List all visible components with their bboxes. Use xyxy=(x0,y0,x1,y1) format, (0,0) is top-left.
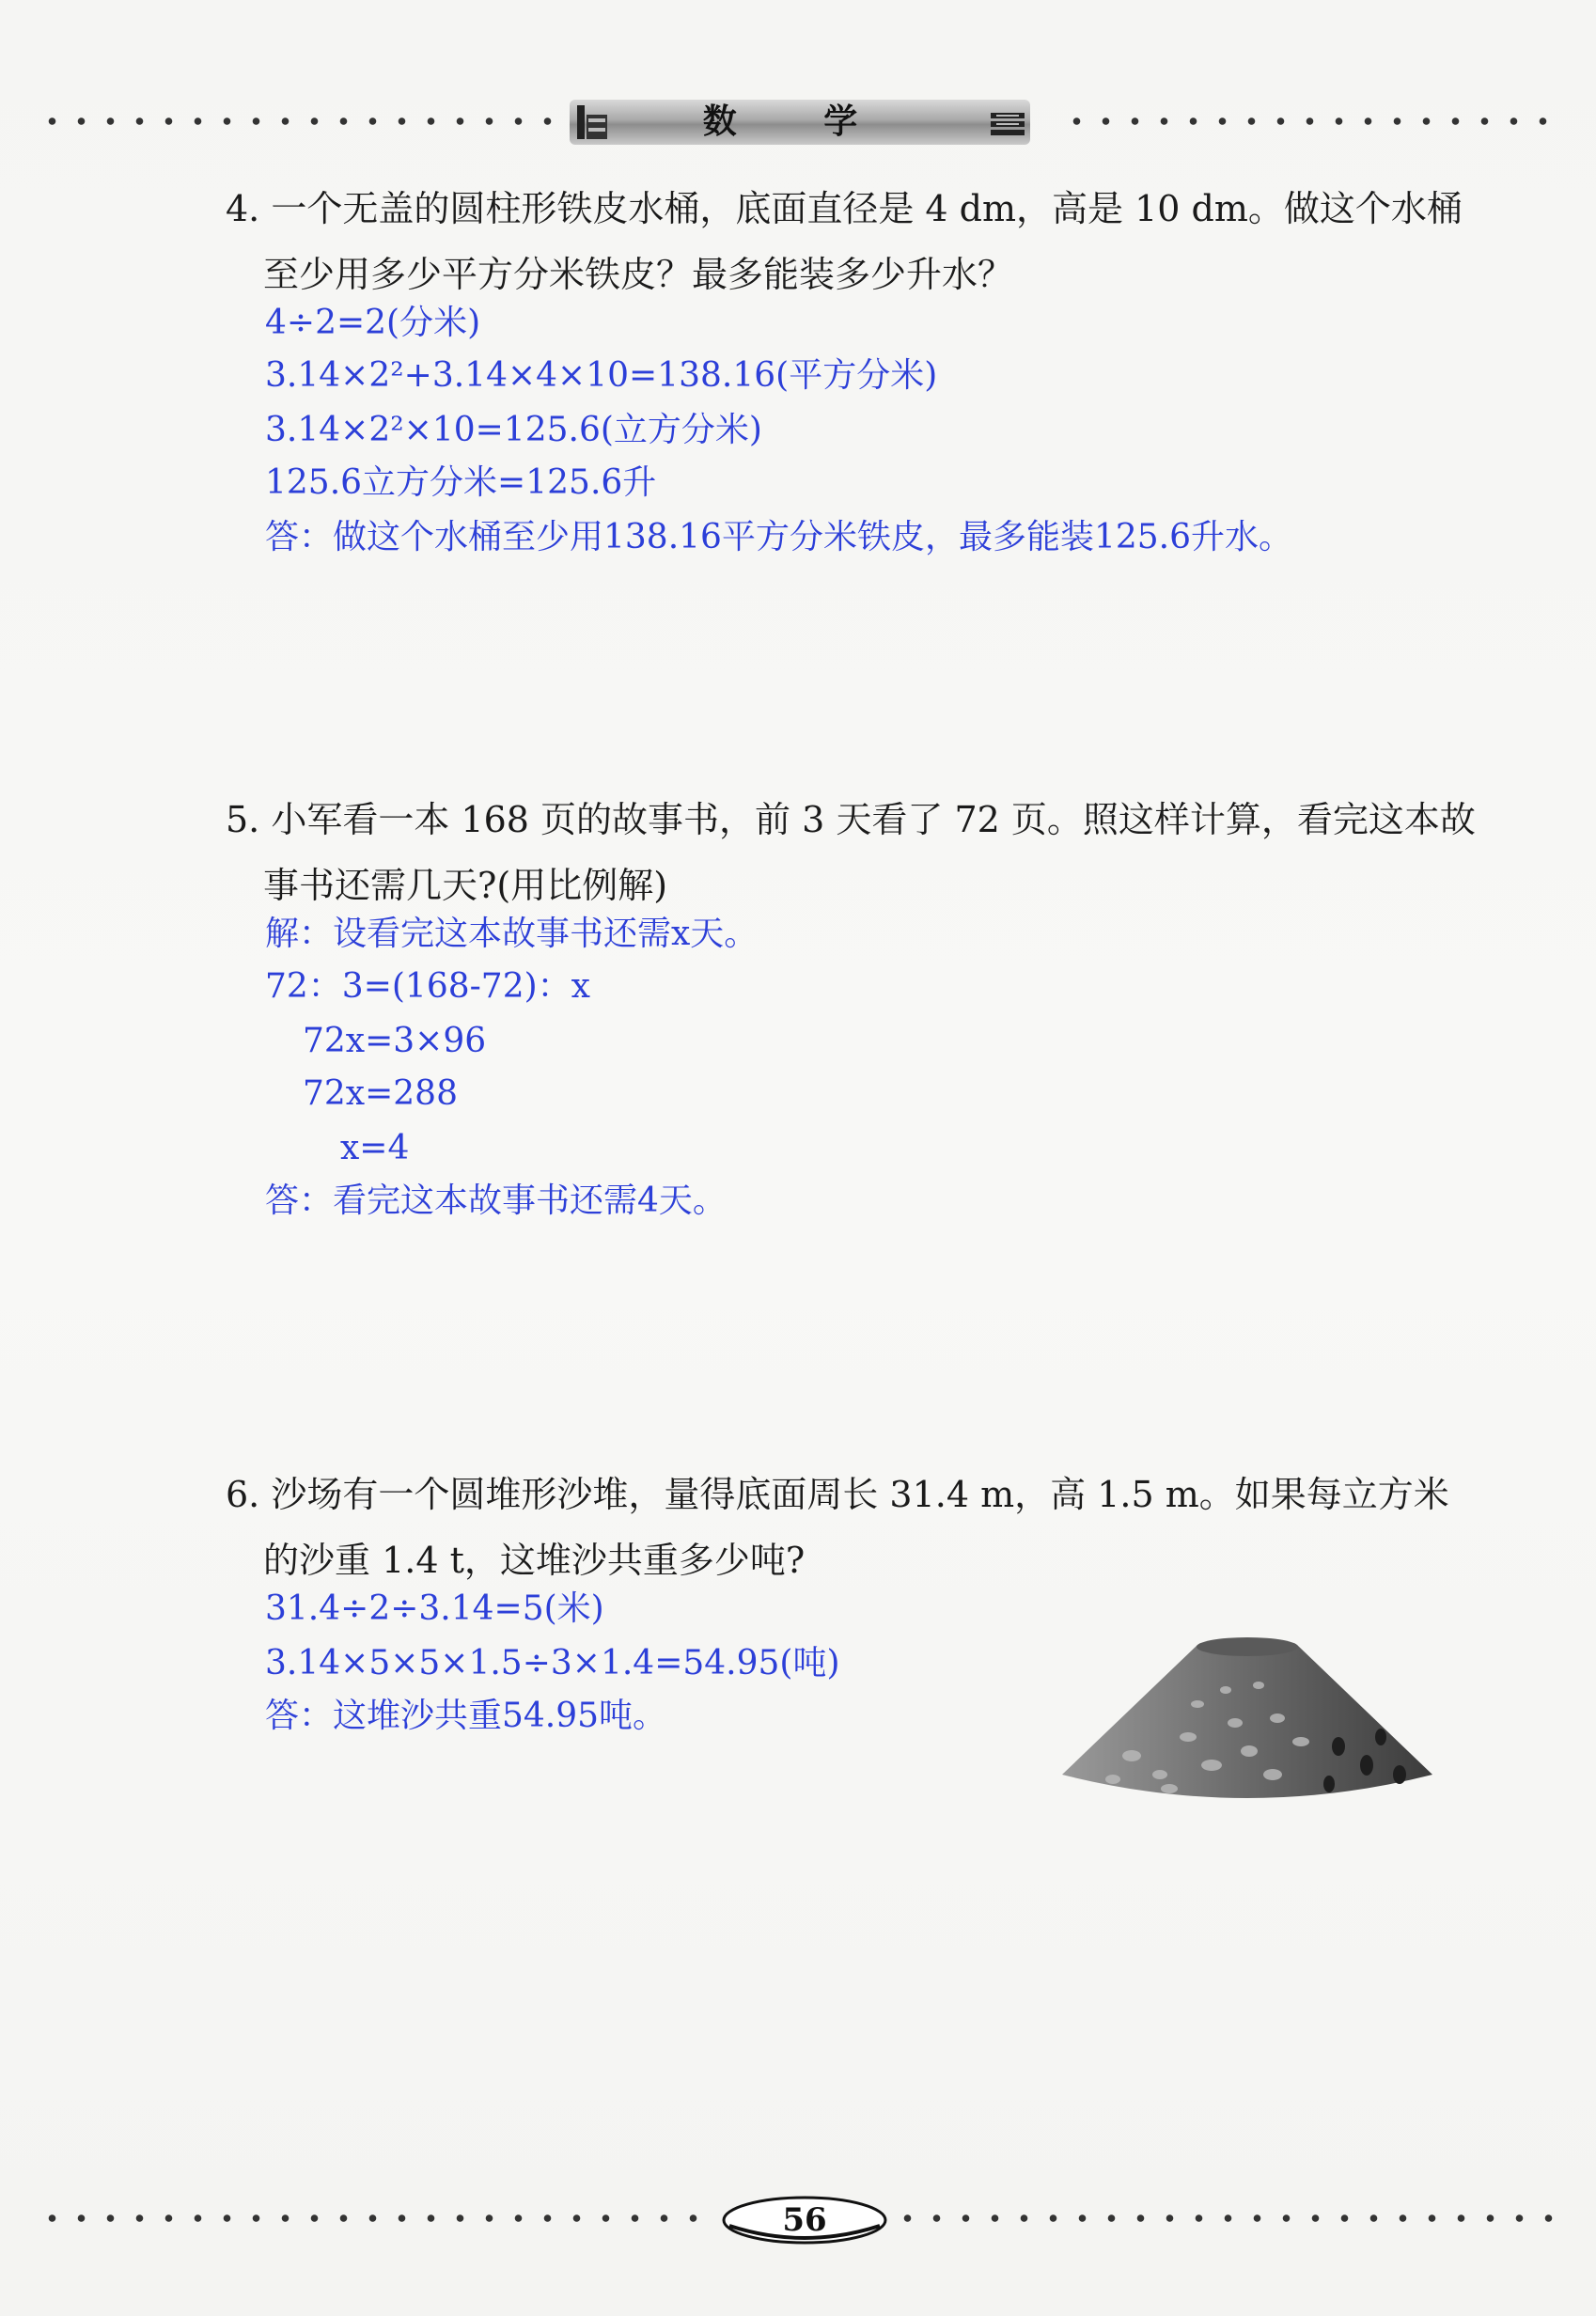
question-6-line-1: 6. 沙场有一个圆堆形沙堆，量得底面周长 31.4 m，高 1.5 m。如果每立方米 xyxy=(226,1474,1449,1515)
footer-dot-rule-right xyxy=(893,2214,1560,2223)
page-number: 56 xyxy=(782,2201,827,2239)
answer-6-step-2: 3.14×5×5×1.5÷3×1.4=54.95(吨) xyxy=(265,1644,840,1682)
answer-4-step-2: 3.14×2²+3.14×4×10=138.16(平方分米) xyxy=(265,356,938,395)
header-dot-rule-left xyxy=(38,117,555,126)
question-4-line-2: 至少用多少平方分米铁皮？最多能装多少升水？ xyxy=(263,254,1014,295)
footer-dot-rule-left xyxy=(38,2214,714,2223)
answer-6-conclusion: 答：这堆沙共重54.95吨。 xyxy=(265,1697,667,1735)
answer-5-proportion: 72：3=(168-72)：x xyxy=(265,967,590,1006)
answer-6-step-1: 31.4÷2÷3.14=5(米) xyxy=(265,1589,604,1628)
answer-5-step-1: 72x=3×96 xyxy=(303,1022,487,1060)
question-5-line-1: 5. 小军看一本 168 页的故事书，前 3 天看了 72 页。照这样计算，看完这本故 xyxy=(226,799,1476,840)
answer-5-conclusion: 答：看完这本故事书还需4天。 xyxy=(265,1181,727,1220)
answer-4-step-4: 125.6立方分米=125.6升 xyxy=(265,463,657,502)
book-icon xyxy=(989,111,1026,137)
sand-pile-cone-illustration xyxy=(1056,1634,1438,1810)
answer-4-step-3: 3.14×2²×10=125.6(立方分米) xyxy=(265,411,762,449)
answer-5-result: x=4 xyxy=(340,1129,410,1167)
header-subject-title: 数 学 xyxy=(702,102,896,141)
answer-5-setup: 解：设看完这本故事书还需x天。 xyxy=(265,915,759,953)
book-stack-icon xyxy=(575,102,611,143)
question-5-line-2: 事书还需几天?(用比例解) xyxy=(263,865,668,906)
answer-5-step-2: 72x=288 xyxy=(303,1074,458,1113)
question-6-line-2: 的沙重 1.4 t，这堆沙共重多少吨? xyxy=(263,1540,806,1581)
answer-4-conclusion: 答：做这个水桶至少用138.16平方分米铁皮，最多能装125.6升水。 xyxy=(265,518,1293,556)
question-4-line-1: 4. 一个无盖的圆柱形铁皮水桶，底面直径是 4 dm，高是 10 dm。做这个水桶 xyxy=(226,188,1463,229)
header-dot-rule-right xyxy=(1062,117,1560,126)
answer-4-step-1: 4÷2=2(分米) xyxy=(265,304,481,342)
